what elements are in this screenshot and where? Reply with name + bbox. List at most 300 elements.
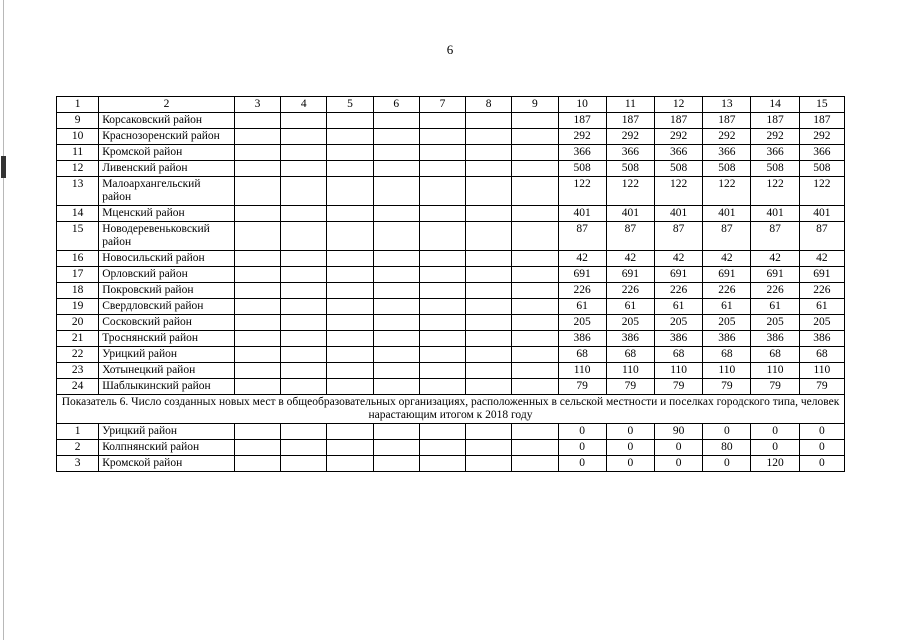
table-row — [57, 145, 845, 161]
value-cell: 0 — [703, 456, 751, 472]
value-cell: 122 — [799, 177, 844, 206]
value-cell: 366 — [655, 145, 703, 161]
row-number: 23 — [57, 363, 99, 379]
value-cell: 226 — [799, 283, 844, 299]
empty-cell — [234, 331, 280, 347]
value-cell: 61 — [558, 299, 606, 315]
empty-cell — [327, 347, 373, 363]
empty-cell — [419, 363, 465, 379]
empty-cell — [327, 283, 373, 299]
value-cell: 61 — [703, 299, 751, 315]
empty-cell — [373, 424, 419, 440]
empty-cell — [327, 379, 373, 395]
value-cell: 42 — [655, 251, 703, 267]
table-row — [57, 267, 845, 283]
value-cell: 42 — [606, 251, 654, 267]
value-cell: 0 — [558, 456, 606, 472]
table-row — [57, 177, 845, 206]
value-cell: 401 — [558, 206, 606, 222]
row-number: 18 — [57, 283, 99, 299]
indicator-title-row — [57, 395, 845, 424]
indicator-6-title: Показатель 6. Число созданных новых мест в общеобразовательных организациях, расположенных в сельской местности и поселках городского типа, человек нарастающим итогом к 2018 году — [57, 395, 845, 424]
binding-mark — [1, 156, 6, 178]
value-cell: 401 — [703, 206, 751, 222]
row-number: 9 — [57, 113, 99, 129]
district-name: Малоархангельский район — [99, 177, 235, 206]
value-cell: 0 — [655, 456, 703, 472]
column-header: 6 — [373, 97, 419, 113]
column-header: 10 — [558, 97, 606, 113]
empty-cell — [419, 347, 465, 363]
value-cell: 205 — [655, 315, 703, 331]
value-cell: 226 — [558, 283, 606, 299]
district-name: Урицкий район — [99, 424, 235, 440]
empty-cell — [327, 331, 373, 347]
value-cell: 366 — [751, 145, 799, 161]
column-header: 7 — [419, 97, 465, 113]
empty-cell — [327, 251, 373, 267]
empty-cell — [419, 161, 465, 177]
value-cell: 226 — [655, 283, 703, 299]
empty-cell — [466, 379, 512, 395]
row-number: 19 — [57, 299, 99, 315]
value-cell: 226 — [606, 283, 654, 299]
row-number: 2 — [57, 440, 99, 456]
empty-cell — [281, 251, 327, 267]
value-cell: 80 — [703, 440, 751, 456]
empty-cell — [419, 331, 465, 347]
value-cell: 508 — [751, 161, 799, 177]
value-cell: 691 — [703, 267, 751, 283]
value-cell: 68 — [606, 347, 654, 363]
row-number: 22 — [57, 347, 99, 363]
district-name: Покровский район — [99, 283, 235, 299]
empty-cell — [419, 440, 465, 456]
value-cell: 42 — [799, 251, 844, 267]
empty-cell — [419, 129, 465, 145]
value-cell: 122 — [606, 177, 654, 206]
empty-cell — [512, 222, 558, 251]
empty-cell — [373, 222, 419, 251]
value-cell: 61 — [751, 299, 799, 315]
value-cell: 691 — [799, 267, 844, 283]
value-cell: 110 — [799, 363, 844, 379]
empty-cell — [327, 161, 373, 177]
empty-cell — [419, 206, 465, 222]
empty-cell — [419, 379, 465, 395]
empty-cell — [327, 363, 373, 379]
column-header: 4 — [281, 97, 327, 113]
value-cell: 0 — [799, 424, 844, 440]
empty-cell — [512, 299, 558, 315]
empty-cell — [373, 161, 419, 177]
empty-cell — [373, 379, 419, 395]
empty-cell — [512, 145, 558, 161]
value-cell: 87 — [703, 222, 751, 251]
empty-cell — [234, 161, 280, 177]
value-cell: 401 — [655, 206, 703, 222]
empty-cell — [234, 363, 280, 379]
value-cell: 386 — [606, 331, 654, 347]
value-cell: 87 — [606, 222, 654, 251]
value-cell: 226 — [703, 283, 751, 299]
value-cell: 386 — [558, 331, 606, 347]
empty-cell — [419, 424, 465, 440]
empty-cell — [234, 129, 280, 145]
empty-cell — [512, 113, 558, 129]
district-name: Сосковский район — [99, 315, 235, 331]
value-cell: 79 — [558, 379, 606, 395]
empty-cell — [234, 440, 280, 456]
empty-cell — [419, 177, 465, 206]
empty-cell — [466, 363, 512, 379]
value-cell: 122 — [558, 177, 606, 206]
table-row — [57, 315, 845, 331]
value-cell: 401 — [799, 206, 844, 222]
value-cell: 691 — [606, 267, 654, 283]
empty-cell — [373, 331, 419, 347]
empty-cell — [466, 267, 512, 283]
empty-cell — [281, 299, 327, 315]
value-cell: 205 — [606, 315, 654, 331]
value-cell: 386 — [799, 331, 844, 347]
value-cell: 42 — [703, 251, 751, 267]
table-row — [57, 299, 845, 315]
empty-cell — [373, 440, 419, 456]
value-cell: 366 — [606, 145, 654, 161]
empty-cell — [281, 440, 327, 456]
empty-cell — [466, 129, 512, 145]
value-cell: 110 — [606, 363, 654, 379]
value-cell: 42 — [751, 251, 799, 267]
value-cell: 401 — [606, 206, 654, 222]
empty-cell — [373, 283, 419, 299]
empty-cell — [327, 440, 373, 456]
empty-cell — [281, 315, 327, 331]
empty-cell — [512, 331, 558, 347]
empty-cell — [373, 251, 419, 267]
empty-cell — [466, 113, 512, 129]
row-number: 11 — [57, 145, 99, 161]
empty-cell — [373, 129, 419, 145]
value-cell: 79 — [799, 379, 844, 395]
value-cell: 508 — [655, 161, 703, 177]
empty-cell — [466, 283, 512, 299]
table-row — [57, 283, 845, 299]
district-name: Свердловский район — [99, 299, 235, 315]
value-cell: 79 — [606, 379, 654, 395]
empty-cell — [327, 177, 373, 206]
value-cell: 110 — [558, 363, 606, 379]
value-cell: 0 — [606, 424, 654, 440]
empty-cell — [419, 283, 465, 299]
table-row — [57, 331, 845, 347]
page-edge-line — [3, 0, 4, 640]
row-number: 13 — [57, 177, 99, 206]
value-cell: 87 — [655, 222, 703, 251]
empty-cell — [512, 315, 558, 331]
empty-cell — [234, 113, 280, 129]
empty-cell — [234, 267, 280, 283]
value-cell: 292 — [751, 129, 799, 145]
value-cell: 87 — [558, 222, 606, 251]
value-cell: 386 — [751, 331, 799, 347]
value-cell: 205 — [703, 315, 751, 331]
empty-cell — [512, 129, 558, 145]
empty-cell — [373, 315, 419, 331]
empty-cell — [373, 177, 419, 206]
column-header: 3 — [234, 97, 280, 113]
empty-cell — [466, 145, 512, 161]
value-cell: 68 — [799, 347, 844, 363]
value-cell: 187 — [703, 113, 751, 129]
value-cell: 508 — [703, 161, 751, 177]
empty-cell — [234, 283, 280, 299]
district-name: Хотынецкий район — [99, 363, 235, 379]
value-cell: 0 — [558, 440, 606, 456]
column-header: 14 — [751, 97, 799, 113]
value-cell: 691 — [751, 267, 799, 283]
empty-cell — [281, 222, 327, 251]
empty-cell — [281, 424, 327, 440]
empty-cell — [373, 347, 419, 363]
value-cell: 122 — [703, 177, 751, 206]
empty-cell — [512, 267, 558, 283]
empty-cell — [466, 161, 512, 177]
row-number: 3 — [57, 456, 99, 472]
empty-cell — [234, 424, 280, 440]
empty-cell — [512, 379, 558, 395]
value-cell: 205 — [751, 315, 799, 331]
value-cell: 187 — [751, 113, 799, 129]
value-cell: 79 — [751, 379, 799, 395]
empty-cell — [373, 363, 419, 379]
value-cell: 0 — [606, 440, 654, 456]
value-cell: 61 — [799, 299, 844, 315]
value-cell: 122 — [751, 177, 799, 206]
empty-cell — [466, 440, 512, 456]
empty-cell — [419, 315, 465, 331]
empty-cell — [327, 222, 373, 251]
empty-cell — [234, 299, 280, 315]
empty-cell — [327, 267, 373, 283]
empty-cell — [512, 161, 558, 177]
district-name: Шаблыкинский район — [99, 379, 235, 395]
table-row — [57, 440, 845, 456]
table-row — [57, 222, 845, 251]
value-cell: 226 — [751, 283, 799, 299]
empty-cell — [234, 347, 280, 363]
empty-cell — [466, 251, 512, 267]
column-header: 9 — [512, 97, 558, 113]
empty-cell — [373, 267, 419, 283]
empty-cell — [281, 363, 327, 379]
empty-cell — [419, 299, 465, 315]
row-number: 20 — [57, 315, 99, 331]
empty-cell — [512, 363, 558, 379]
table-row — [57, 113, 845, 129]
empty-cell — [512, 251, 558, 267]
empty-cell — [281, 177, 327, 206]
page-number: 6 — [446, 42, 454, 57]
value-cell: 87 — [799, 222, 844, 251]
value-cell: 110 — [703, 363, 751, 379]
empty-cell — [466, 331, 512, 347]
value-cell: 79 — [703, 379, 751, 395]
empty-cell — [512, 206, 558, 222]
empty-cell — [234, 379, 280, 395]
column-header: 15 — [799, 97, 844, 113]
value-cell: 292 — [703, 129, 751, 145]
empty-cell — [234, 145, 280, 161]
table-row — [57, 379, 845, 395]
value-cell: 79 — [655, 379, 703, 395]
empty-cell — [419, 113, 465, 129]
value-cell: 292 — [799, 129, 844, 145]
district-name: Новодеревеньковский район — [99, 222, 235, 251]
empty-cell — [327, 315, 373, 331]
district-name: Краснозоренский район — [99, 129, 235, 145]
value-cell: 0 — [655, 440, 703, 456]
empty-cell — [281, 379, 327, 395]
value-cell: 691 — [655, 267, 703, 283]
district-name: Колпнянский район — [99, 440, 235, 456]
empty-cell — [327, 206, 373, 222]
value-cell: 42 — [558, 251, 606, 267]
empty-cell — [234, 315, 280, 331]
value-cell: 61 — [606, 299, 654, 315]
empty-cell — [419, 456, 465, 472]
column-header: 12 — [655, 97, 703, 113]
row-number: 24 — [57, 379, 99, 395]
value-cell: 68 — [751, 347, 799, 363]
value-cell: 0 — [799, 440, 844, 456]
empty-cell — [466, 347, 512, 363]
empty-cell — [327, 113, 373, 129]
value-cell: 292 — [606, 129, 654, 145]
value-cell: 508 — [558, 161, 606, 177]
table-row — [57, 347, 845, 363]
value-cell: 508 — [799, 161, 844, 177]
row-number: 15 — [57, 222, 99, 251]
column-header: 1 — [57, 97, 99, 113]
table-body — [57, 97, 845, 472]
column-header: 8 — [466, 97, 512, 113]
value-cell: 68 — [558, 347, 606, 363]
empty-cell — [281, 129, 327, 145]
empty-cell — [281, 145, 327, 161]
value-cell: 187 — [799, 113, 844, 129]
value-cell: 292 — [655, 129, 703, 145]
empty-cell — [327, 299, 373, 315]
empty-cell — [512, 283, 558, 299]
empty-cell — [512, 440, 558, 456]
value-cell: 122 — [655, 177, 703, 206]
row-number: 16 — [57, 251, 99, 267]
empty-cell — [466, 424, 512, 440]
empty-cell — [327, 424, 373, 440]
data-table — [56, 96, 845, 472]
column-header: 5 — [327, 97, 373, 113]
district-name: Урицкий район — [99, 347, 235, 363]
empty-cell — [373, 456, 419, 472]
value-cell: 366 — [703, 145, 751, 161]
value-cell: 366 — [558, 145, 606, 161]
value-cell: 0 — [751, 440, 799, 456]
district-name: Кромской район — [99, 145, 235, 161]
column-header: 13 — [703, 97, 751, 113]
empty-cell — [419, 222, 465, 251]
empty-cell — [234, 177, 280, 206]
value-cell: 0 — [751, 424, 799, 440]
value-cell: 508 — [606, 161, 654, 177]
value-cell: 68 — [703, 347, 751, 363]
empty-cell — [281, 331, 327, 347]
empty-cell — [327, 129, 373, 145]
empty-cell — [327, 145, 373, 161]
empty-cell — [281, 456, 327, 472]
empty-cell — [373, 145, 419, 161]
row-number: 14 — [57, 206, 99, 222]
value-cell: 366 — [799, 145, 844, 161]
empty-cell — [419, 145, 465, 161]
empty-cell — [466, 315, 512, 331]
value-cell: 90 — [655, 424, 703, 440]
value-cell: 110 — [655, 363, 703, 379]
value-cell: 0 — [606, 456, 654, 472]
empty-cell — [281, 113, 327, 129]
empty-cell — [373, 206, 419, 222]
district-name: Орловский район — [99, 267, 235, 283]
empty-cell — [466, 222, 512, 251]
empty-cell — [466, 299, 512, 315]
table-row — [57, 456, 845, 472]
table-row — [57, 206, 845, 222]
district-name: Новосильский район — [99, 251, 235, 267]
empty-cell — [512, 177, 558, 206]
value-cell: 187 — [606, 113, 654, 129]
value-cell: 110 — [751, 363, 799, 379]
value-cell: 87 — [751, 222, 799, 251]
value-cell: 0 — [799, 456, 844, 472]
empty-cell — [512, 424, 558, 440]
row-number: 1 — [57, 424, 99, 440]
row-number: 17 — [57, 267, 99, 283]
value-cell: 187 — [558, 113, 606, 129]
value-cell: 120 — [751, 456, 799, 472]
empty-cell — [466, 206, 512, 222]
empty-cell — [419, 267, 465, 283]
row-number: 10 — [57, 129, 99, 145]
empty-cell — [466, 456, 512, 472]
table-row — [57, 161, 845, 177]
empty-cell — [512, 347, 558, 363]
empty-cell — [512, 456, 558, 472]
value-cell: 61 — [655, 299, 703, 315]
value-cell: 205 — [558, 315, 606, 331]
empty-cell — [466, 177, 512, 206]
district-name: Кромской район — [99, 456, 235, 472]
district-name: Корсаковский район — [99, 113, 235, 129]
value-cell: 205 — [799, 315, 844, 331]
value-cell: 187 — [655, 113, 703, 129]
column-number-row — [57, 97, 845, 113]
district-name: Троснянский район — [99, 331, 235, 347]
district-name: Ливенский район — [99, 161, 235, 177]
value-cell: 401 — [751, 206, 799, 222]
empty-cell — [234, 251, 280, 267]
empty-cell — [234, 222, 280, 251]
